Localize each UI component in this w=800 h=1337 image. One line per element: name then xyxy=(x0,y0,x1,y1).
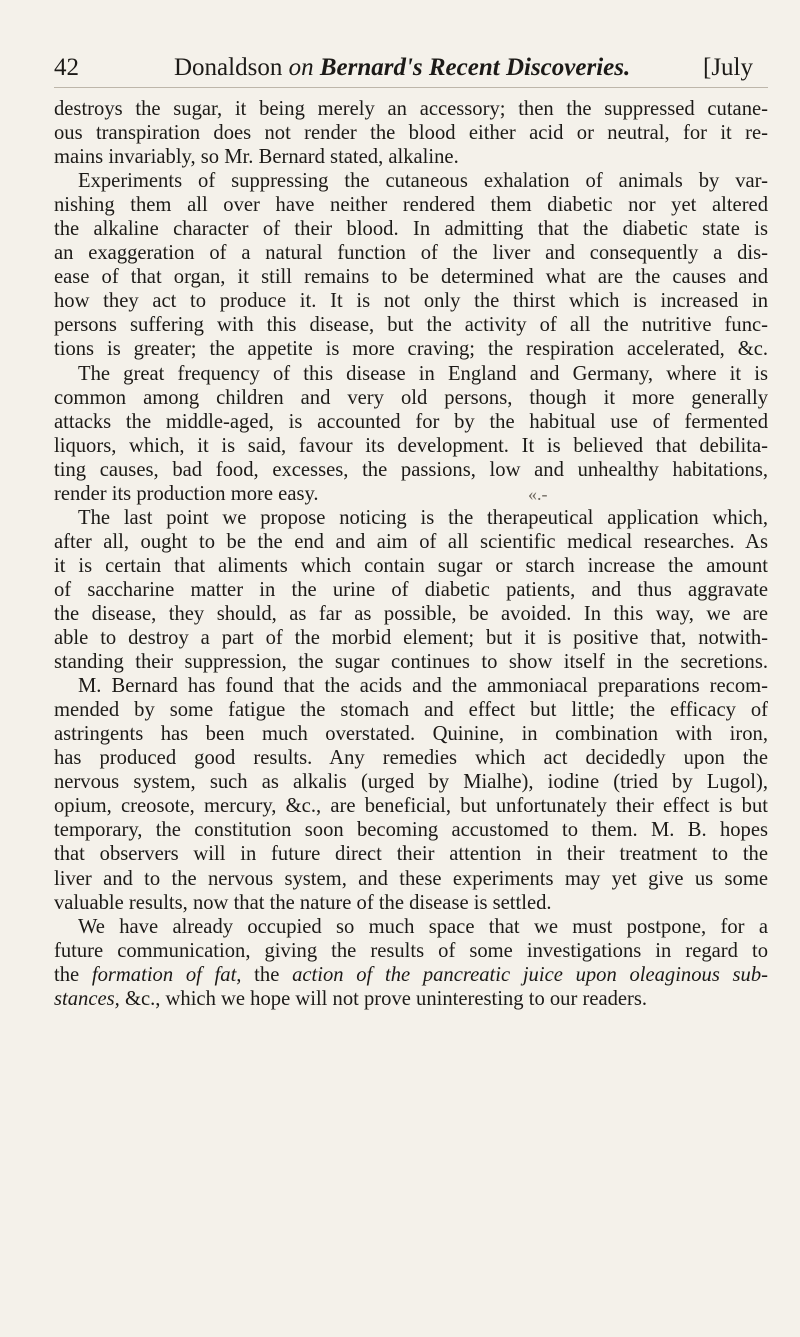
text-line: ous transpiration does not render the blood either acid or neutral, for it re- xyxy=(54,122,768,145)
text-line: tions is greater; the appetite is more craving; the respiration accelerated, &c. xyxy=(54,338,768,361)
text-run: &c., which we hope will not prove uninteresting to our readers. xyxy=(124,987,648,1010)
text-line: of saccharine matter in the urine of diabetic patients, and thus aggravate xyxy=(54,578,768,601)
text-line: after all, ought to be the end and aim of all scientific medical researches. As xyxy=(54,530,768,553)
text-line xyxy=(54,963,768,987)
running-header xyxy=(54,50,768,86)
text-line: valuable results, now that the nature of the disease is settled. xyxy=(54,891,552,914)
text-line: opium, creosote, mercury, &c., are beneficial, but unfortunately their effect is but xyxy=(54,795,768,818)
text-line: how they act to produce it. It is not only the thirst which is increased in xyxy=(54,290,768,313)
text-line: Experiments of suppressing the cutaneous exhalation of animals by var- xyxy=(78,170,768,193)
text-line: the alkaline character of their blood. In admitting that the diabetic state is xyxy=(54,218,768,241)
text-line xyxy=(54,987,768,1011)
text-line: standing their suppression, the sugar continues to show itself in the secretions. xyxy=(54,651,768,674)
text-line: has produced good results. Any remedies which act decidedly upon the xyxy=(54,747,768,770)
issue-month: [July xyxy=(703,54,753,81)
text-line: ease of that organ, it still remains to be determined what are the causes and xyxy=(54,266,768,289)
text-line xyxy=(54,482,768,506)
text-line: that observers will in future direct their attention in their treatment to the xyxy=(54,843,768,866)
title-on: on xyxy=(288,54,314,81)
text-line: destroys the sugar, it being merely an accessory; then the suppressed cutane- xyxy=(54,98,768,120)
text-line: We have already occupied so much space that we must postpone, for a xyxy=(78,915,768,938)
text-line: an exaggeration of a natural function of the liver and consequently a dis- xyxy=(54,242,768,265)
header-divider xyxy=(54,87,768,88)
text-line: temporary, the constitution soon becoming accustomed to them. M. B. hopes xyxy=(54,819,768,842)
text-line: astringents has been much overstated. Quinine, in combination with iron, xyxy=(54,723,768,746)
text-line: attacks the middle-aged, is accounted for by the habitual use of fermented xyxy=(54,410,768,433)
author-name: Donaldson xyxy=(174,54,283,81)
text-line-content: render its production more easy. xyxy=(54,482,319,505)
text-line: the disease, they should, as far as possible, be avoided. In this way, we are xyxy=(54,602,768,625)
text-line: ting causes, bad food, excesses, the passions, low and unhealthy habitations, xyxy=(54,458,768,481)
margin-mark: «.- xyxy=(528,483,548,504)
title-bold: Bernard's Recent Discoveries. xyxy=(319,54,631,81)
text-line: liver and to the nervous system, and these experiments may yet give us some xyxy=(54,867,768,890)
italic-run: action of the pancreatic juice upon oleaginous sub- xyxy=(292,963,769,986)
text-line: persons suffering with this disease, but the activity of all the nutritive func- xyxy=(54,314,768,337)
text-line: The last point we propose noticing is the therapeutical application which, xyxy=(78,506,768,529)
text-line: mended by some fatigue the stomach and effect but little; the efficacy of xyxy=(54,699,768,722)
text-run: the xyxy=(54,963,80,986)
text-line: M. Bernard has found that the acids and the ammoniacal preparations recom- xyxy=(78,675,768,698)
running-title xyxy=(174,50,630,86)
text-line: nervous system, such as alkalis (urged by Mialhe), iodine (tried by Lugol), xyxy=(54,771,768,794)
text-line: mains invariably, so Mr. Bernard stated, alkaline. xyxy=(54,146,459,169)
italic-run: stances, xyxy=(54,987,120,1010)
text-line: able to destroy a part of the morbid element; but it is positive that, notwith- xyxy=(54,627,768,650)
text-line: liquors, which, it is said, favour its development. It is believed that debilita- xyxy=(54,434,768,457)
page-number: 42 xyxy=(54,54,79,81)
text-line: The great frequency of this disease in England and Germany, where it is xyxy=(78,362,768,385)
italic-run: formation of fat, xyxy=(91,963,242,986)
text-line: it is certain that aliments which contain sugar or starch increase the amount xyxy=(54,554,768,577)
article-text xyxy=(54,97,768,1011)
text-run: the xyxy=(254,963,280,986)
text-line: nishing them all over have neither rendered them diabetic nor yet altered xyxy=(54,194,768,217)
text-line: future communication, giving the results of some investigations in regard to xyxy=(54,939,768,962)
text-line: common among children and very old persons, though it more generally xyxy=(54,386,768,409)
